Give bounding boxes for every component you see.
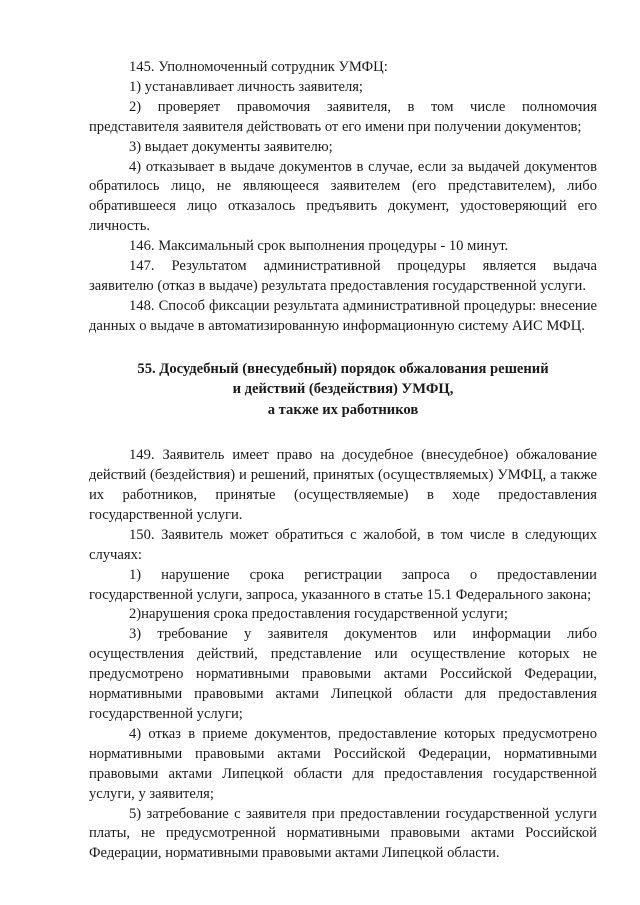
paragraph: 4) отказ в приеме документов, предоставление которых предусмотрено нормативными правовыми актами Российской Федерации, нормативными правовыми актами Липецкой области для предоставления государственной услуги, у заявителя; — [89, 725, 597, 802]
section-heading — [89, 359, 597, 421]
document-page — [89, 58, 597, 864]
paragraph: 2)нарушения срока предоставления государственной услуги; — [129, 606, 508, 623]
paragraph: 148. Способ фиксации результата административной процедуры: внесение данных о выдаче в автоматизированную информационную систему АИС МФЦ. — [89, 297, 597, 334]
paragraph: 1) нарушение срока регистрации запроса о предоставлении государственной услуги, запроса, указанного в статье 15.1 Федерального закона; — [89, 566, 597, 603]
paragraph: 150. Заявитель может обратиться с жалобой, в том числе в следующих случаях: — [89, 526, 597, 563]
section-heading-line: и действий (бездействия) УМФЦ, — [232, 381, 454, 398]
section-heading-line: а также их работников — [267, 401, 419, 418]
paragraph: 4) отказывает в выдаче документов в случае, если за выдачей документов обратилось лицо, не являющееся заявителем (его представителем), либо обратившееся лицо отказалось предъявить документ, удостоверяющий его личность. — [89, 158, 597, 235]
paragraph: 145. Уполномоченный сотрудник УМФЦ: — [129, 59, 388, 75]
paragraph: 1) устанавливает личность заявителя; — [129, 78, 363, 95]
paragraph: 3) требование у заявителя документов или информации либо осуществления действий, представление или осуществление которых не предусмотрено нормативными правовыми актами Российской Федерации, нормативными правовыми актами Липецкой области для предоставления государственной услуги; — [89, 626, 597, 722]
paragraph: 146. Максимальный срок выполнения процедуры - 10 минут. — [129, 238, 509, 255]
section-heading-line: 55. Досудебный (внесудебный) порядок обжалования решений — [137, 360, 549, 377]
paragraph: 147. Результатом административной процедуры является выдача заявителю (отказ в выдаче) результата предоставления государственной услуги. — [89, 258, 597, 294]
paragraph: 2) проверяет правомочия заявителя, в том числе полномочия представителя заявителя действовать от его имени при получении документов; — [89, 98, 597, 135]
paragraph: 149. Заявитель имеет право на досудебное (внесудебное) обжалование действий (бездействия) и решений, принятых (осуществляемых) УМФЦ, а также их работников, принятые (осуществляемые) в ходе предоставления государственной услуги. — [89, 447, 597, 523]
paragraph: 5) затребование с заявителя при предоставлении государственной услуги платы, не предусмотренной нормативными правовыми актами Российской Федерации, нормативными правовыми актами Липецкой области. — [89, 805, 597, 862]
paragraph: 3) выдает документы заявителю; — [129, 138, 333, 155]
